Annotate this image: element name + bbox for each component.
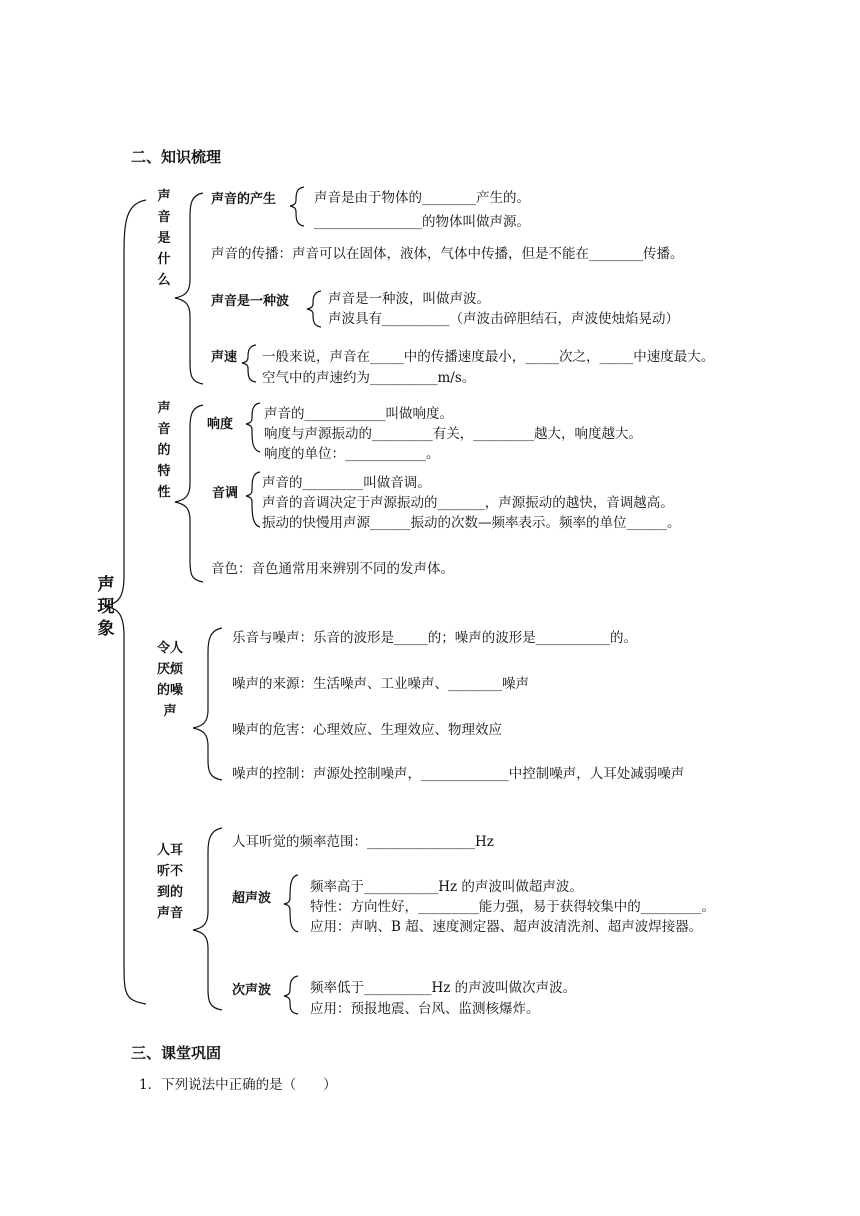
text-loudness-2: 响度与声源振动的_________有关，_________越大，响度越大。 <box>264 426 642 442</box>
text-noise-control: 噪声的控制：声源处控制噪声，_____________中控制噪声，人耳处减弱噪声 <box>232 766 685 782</box>
text-pitch-3: 振动的快慢用声源______振动的次数—频率表示。频率的单位______。 <box>262 515 681 531</box>
label-sound-speed: 声速 <box>211 350 238 365</box>
text-ultrasonic-2: 特性：方向性好，_________能力强，易于获得较集中的_________。 <box>310 899 715 915</box>
text-music-vs-noise: 乐音与噪声：乐音的波形是_____的；噪声的波形是___________的。 <box>232 630 637 646</box>
text-infrasonic-2: 应用：预报地震、台风、监测核爆炸。 <box>310 1001 540 1017</box>
question-1: 1．下列说法中正确的是（ ） <box>139 1077 337 1093</box>
text-wave-1: 声音是一种波，叫做声波。 <box>328 291 490 307</box>
label-loudness: 响度 <box>207 417 234 432</box>
label-sound-is-wave: 声音是一种波 <box>211 294 290 309</box>
text-hearing-range: 人耳听觉的频率范围：________________Hz <box>232 834 494 850</box>
section-3-title: 三、课堂巩固 <box>131 1044 222 1062</box>
text-ultrasonic-1: 频率高于___________Hz 的声波叫做超声波。 <box>310 879 583 895</box>
label-ultrasonic: 超声波 <box>232 891 272 906</box>
text-speed-1: 一般来说，声音在_____中的传播速度最小，_____次之，_____中速度最大。 <box>262 349 715 365</box>
text-loudness-3: 响度的单位：____________。 <box>264 446 440 462</box>
label-sound-production: 声音的产生 <box>211 192 277 207</box>
label-pitch: 音调 <box>212 486 239 501</box>
group-label-sound-characteristics: 声音的特性 <box>157 401 171 500</box>
text-production-1: 声音是由于物体的________产生的。 <box>314 190 530 206</box>
text-pitch-2: 声音的音调决定于声源振动的_______，声源振动的越快，音调越高。 <box>262 495 674 511</box>
text-wave-2: 声波具有__________（声波击碎胆结石，声波使烛焰晃动） <box>328 311 679 327</box>
text-noise-sources: 噪声的来源：生活噪声、工业噪声、________噪声 <box>232 676 529 692</box>
group-label-inaudible-sound: 人耳听不到的声音 <box>156 843 183 921</box>
group-label-annoying-noise: 令人厌烦的噪声 <box>156 641 183 719</box>
text-timbre: 音色：音色通常用来辨别不同的发声体。 <box>211 561 454 577</box>
text-pitch-1: 声音的_________叫做音调。 <box>262 475 431 491</box>
text-infrasonic-1: 频率低于__________Hz 的声波叫做次声波。 <box>310 980 577 996</box>
root-label: 声现象 <box>97 575 115 639</box>
section-2-title: 二、知识梳理 <box>131 148 222 166</box>
text-speed-2: 空气中的声速约为__________m/s。 <box>262 370 476 386</box>
group-label-what-is-sound: 声音是什么 <box>157 189 171 288</box>
text-ultrasonic-3: 应用：声呐、B 超、速度测定器、超声波清洗剂、超声波焊接器。 <box>310 919 703 935</box>
label-infrasonic: 次声波 <box>232 983 272 998</box>
text-noise-harm: 噪声的危害：心理效应、生理效应、物理效应 <box>232 722 502 738</box>
text-production-2: ________________的物体叫做声源。 <box>314 214 530 230</box>
text-sound-propagation: 声音的传播：声音可以在固体，液体，气体中传播，但是不能在________传播。 <box>211 246 684 262</box>
text-loudness-1: 声音的____________叫做响度。 <box>264 406 453 422</box>
